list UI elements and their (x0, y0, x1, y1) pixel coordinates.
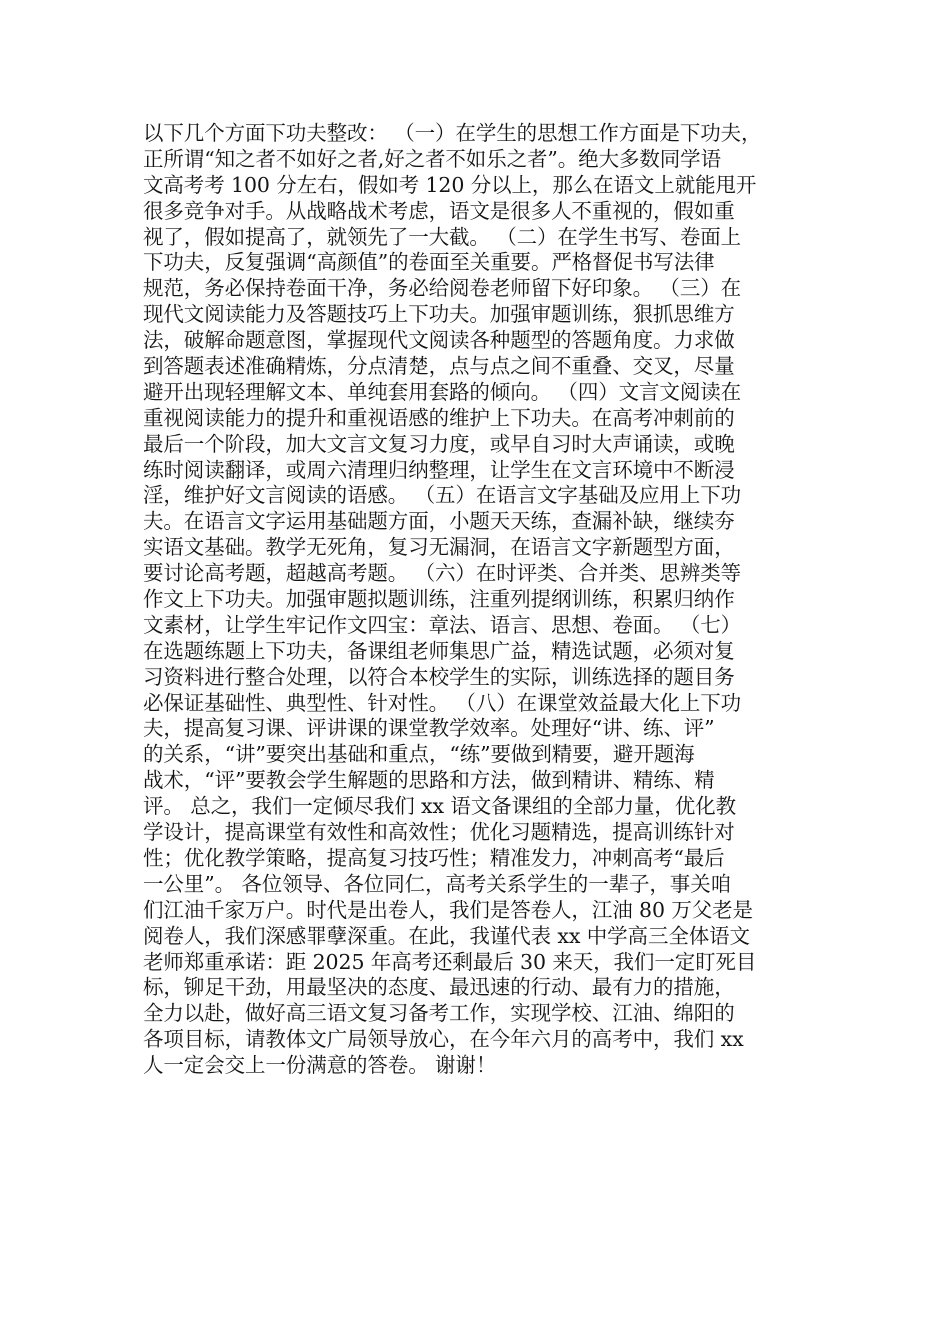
text-line: 一公里”。 各位领导、各位同仁，高考关系学生的一辈子，事关咱 (143, 871, 731, 896)
text-line: 正所谓“知之者不如好之者,好之者不如乐之者”。绝大多数同学语 (143, 146, 721, 171)
text-line: 评。 总之，我们一定倾尽我们 xx 语文备课组的全部力量，优化教 (143, 794, 736, 819)
text-line: 老师郑重承诺：距 2025 年高考还剩最后 30 来天，我们一定盯死目 (143, 949, 757, 974)
text-line: 战术，“评”要教会学生解题的思路和方法，做到精讲、精练、精 (143, 768, 715, 793)
text-line: 阅卷人，我们深感罪孽深重。在此，我谨代表 xx 中学高三全体语文 (143, 923, 750, 948)
text-line: 标，铆足干劲，用最坚决的态度、最迅速的行动、最有力的措施， (143, 975, 735, 1000)
text-line: 夫。在语言文字运用基础题方面，小题天天练，查漏补缺，继续夯 (143, 509, 735, 534)
text-line: 性；优化教学策略，提高复习技巧性；精准发力，冲刺高考“最后 (143, 845, 725, 870)
text-line: 要讨论高考题，超越高考题。 （六）在时评类、合并类、思辨类等 (143, 561, 742, 586)
text-line: 人一定会交上一份满意的答卷。 谢谢！ (143, 1053, 497, 1078)
text-line: 以下几个方面下功夫整改： （一）在学生的思想工作方面是下功夫， (143, 121, 762, 145)
text-line: 下功夫，反复强调“高颜值”的卷面至关重要。严格督促书写法律 (143, 250, 715, 275)
text-line: 淫，维护好文言阅读的语感。 （五）在语言文字基础及应用上下功 (143, 483, 742, 508)
text-line: 最后一个阶段，加大文言文复习力度，或早自习时大声诵读，或晚 (143, 431, 735, 456)
body-text (143, 121, 807, 1079)
text-line: 实语文基础。教学无死角，复习无漏洞，在语言文字新题型方面， (143, 535, 735, 560)
text-line: 的关系，“讲”要突出基础和重点，“练”要做到精要，避开题海 (143, 742, 695, 767)
text-line: 文高考考 100 分左右，假如考 120 分以上，那么在语文上就能甩开 (143, 172, 757, 197)
text-line: 全力以赴，做好高三语文复习备考工作，实现学校、江油、绵阳的 (143, 1001, 735, 1026)
text-line: 文素材，让学生牢记作文四宝：章法、语言、思想、卷面。 （七） (143, 612, 742, 637)
text-line: 练时阅读翻译，或周六清理归纳整理，让学生在文言环境中不断浸 (143, 457, 735, 482)
text-line: 视了，假如提高了，就领先了一大截。 （二）在学生书写、卷面上 (143, 224, 742, 249)
text-line: 作文上下功夫。加强审题拟题训练，注重列提纲训练，积累归纳作 (143, 587, 735, 612)
text-line: 重视阅读能力的提升和重视语感的维护上下功夫。在高考冲刺前的 (143, 405, 735, 430)
text-line: 很多竞争对手。从战略战术考虑，语文是很多人不重视的，假如重 (143, 198, 735, 223)
text-line: 到答题表述准确精炼，分点清楚，点与点之间不重叠、交叉，尽量 (143, 354, 735, 379)
text-line: 现代文阅读能力及答题技巧上下功夫。加强审题训练，狠抓思维方 (143, 302, 735, 327)
text-line: 们江油千家万户。时代是出卷人，我们是答卷人，江油 80 万父老是 (143, 897, 753, 922)
text-line: 法，破解命题意图，掌握现代文阅读各种题型的答题角度。力求做 (143, 328, 735, 353)
text-line: 习资料进行整合处理，以符合本校学生的实际，训练选择的题目务 (143, 664, 735, 689)
text-line: 在选题练题上下功夫，备课组老师集思广益，精选试题，必须对复 (143, 638, 735, 663)
text-line: 夫，提高复习课、评讲课的课堂教学效率。处理好“讲、练、评” (143, 716, 715, 741)
text-line: 避开出现轻理解文本、单纯套用套路的倾向。 （四）文言文阅读在 (143, 379, 742, 404)
text-line: 学设计，提高课堂有效性和高效性；优化习题精选，提高训练针对 (143, 820, 735, 845)
text-line: 各项目标，请教体文广局领导放心，在今年六月的高考中，我们 xx (143, 1027, 744, 1052)
text-line: 规范，务必保持卷面干净，务必给阅卷老师留下好印象。 （三）在 (143, 276, 742, 301)
text-line: 必保证基础性、典型性、针对性。 （八）在课堂效益最大化上下功 (143, 690, 742, 715)
